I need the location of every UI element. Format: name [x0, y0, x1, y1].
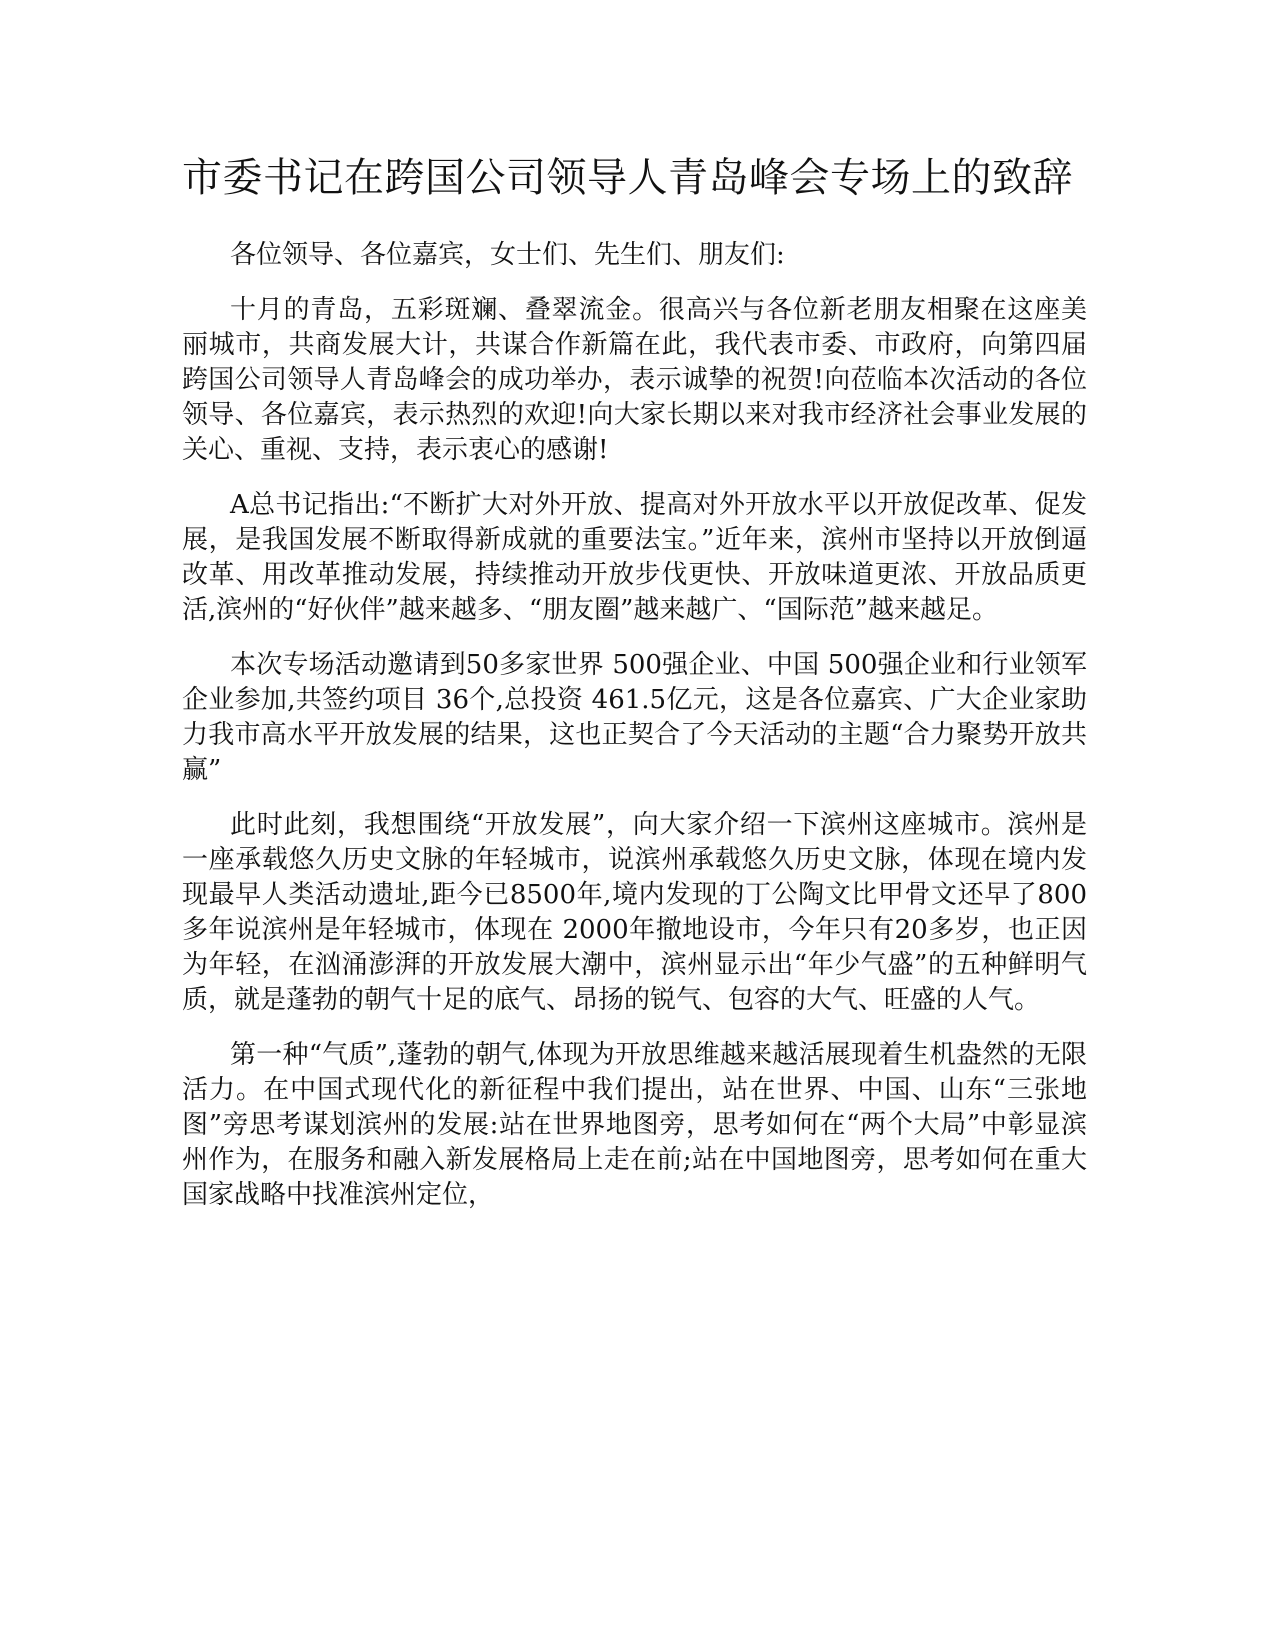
document-page [182, 150, 1087, 1233]
paragraph-opening-up: A总书记指出:“不断扩大对外开放、提高对外开放水平以开放促改革、促发展，是我国发展不断取得新成就的重要法宝。”近年来，滨州市坚持以开放倒逼改革、用改革推动发展，持续推动开放步伐更快、开放味道更浓、开放品质更活,滨州的“好伙伴”越来越多、“朋友圈”越来越广、“国际范”越来越足。 [182, 490, 1087, 625]
paragraph-salutation: 各位领导、各位嘉宾，女士们、先生们、朋友们: [230, 240, 785, 270]
paragraph-event-results: 本次专场活动邀请到50多家世界 500强企业、中国 500强企业和行业领军企业参加,共签约项目 36个,总投资 461.5亿元，这是各位嘉宾、广大企业家助力我市高水平开放发展的结果，这也正契合了今天活动的主题“合力聚势开放共赢” [182, 650, 1087, 785]
paragraph-city-intro: 此时此刻，我想围绕“开放发展”，向大家介绍一下滨州这座城市。滨州是一座承载悠久历史文脉的年轻城市，说滨州承载悠久历史文脉，体现在境内发现最早人类活动遗址,距今已8500年,境内发现的丁公陶文比甲骨文还早了800多年说滨州是年轻城市，体现在 2000年撤地设市，今年只有20多岁，也正因为年轻，在汹涌澎湃的开放发展大潮中，滨州显示出“年少气盛”的五种鲜明气质，就是蓬勃的朝气十足的底气、昂扬的锐气、包容的大气、旺盛的人气。 [182, 810, 1087, 1015]
document-title: 市委书记在跨国公司领导人青岛峰会专场上的致辞 [182, 155, 1073, 201]
paragraph-first-quality: 第一种“气质”,蓬勃的朝气,体现为开放思维越来越活展现着生机盎然的无限活力。在中国式现代化的新征程中我们提出，站在世界、中国、山东“三张地图”旁思考谋划滨州的发展:站在世界地图旁，思考如何在“两个大局”中彰显滨州作为，在服务和融入新发展格局上走在前;站在中国地图旁，思考如何在重大国家战略中找准滨州定位， [182, 1040, 1087, 1210]
paragraph-welcome: 十月的青岛，五彩斑斓、叠翠流金。很高兴与各位新老朋友相聚在这座美丽城市，共商发展大计，共谋合作新篇在此，我代表市委、市政府，向第四届跨国公司领导人青岛峰会的成功举办，表示诚挚的祝贺!向莅临本次活动的各位领导、各位嘉宾，表示热烈的欢迎!向大家长期以来对我市经济社会事业发展的关心、重视、支持，表示衷心的感谢! [182, 295, 1087, 465]
